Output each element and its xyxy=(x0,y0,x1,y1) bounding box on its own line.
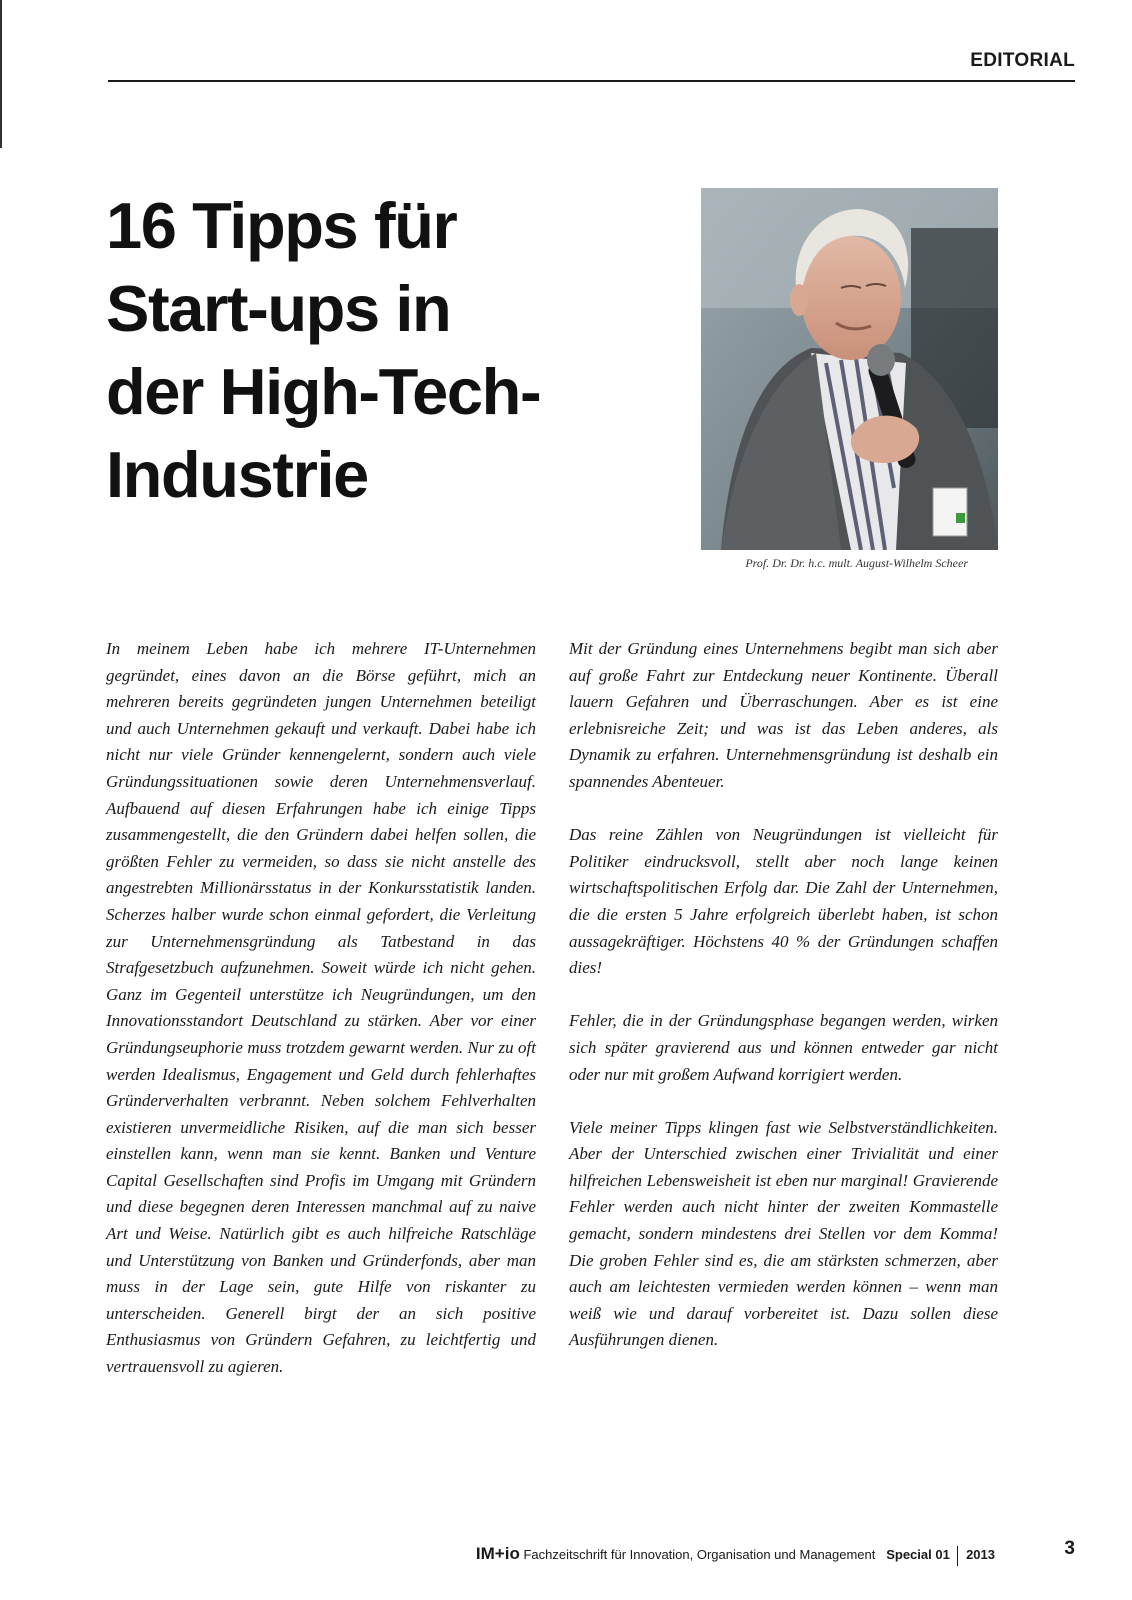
footer-separator xyxy=(957,1546,958,1566)
left-edge-mark xyxy=(0,0,2,148)
portrait-photo-icon xyxy=(701,188,998,550)
paragraph: In meinem Leben habe ich mehrere IT-Unternehmen gegründet, eines davon an die Börse geführt, mich an mehreren bereits gegründeten jungen Unternehmen beteiligt und auch Unternehmen gekauft und verkauft. Dabei habe ich nicht nur viele Gründer kennengelernt, sondern auch viele Gründungssituationen sowie deren Unternehmensverlauf. Aufbauend auf diesen Erfahrungen habe ich einige Tipps zusammengestellt, die den Gründern dabei helfen sollen, die größten Fehler zu vermeiden, so dass sie nicht anstelle des angestrebten Millionärsstatus in der Konkursstatistik landen. Scherzes halber wurde schon einmal gefordert, die Verleitung zur Unternehmensgründung als Tatbestand in das Strafgesetzbuch aufzunehmen. Soweit würde ich nicht gehen. Ganz im Gegenteil unterstütze ich Neugründungen, um den Innovationsstandort Deutschland zu stärken. Aber vor einer Gründungseuphorie muss trotzdem gewarnt werden. Nur zu oft werden Idealismus, Engagement und Geld durch fehlerhaftes Gründerverhalten verbrannt. Neben solchem Fehlverhalten existieren unvermeidliche Risiken, auf die man sich besser einstellen kann, wenn man sie kennt. Banken und Venture Capital Gesellschaften sind Profis im Umgang mit Gründern und diese begegnen deren Interessen manchmal auf zu naive Art und Weise. Natürlich gibt es auch hilfreiche Ratschläge und Unterstützung von Banken und Gründerfonds, aber man muss in der Lage sein, gute Hilfe von riskanter zu unterscheiden. Generell birgt der an sich positive Enthusiasmus von Gründern Gefahren, zu leichtfertig und vertrauensvoll zu agieren. xyxy=(106,639,536,1377)
portrait-photo xyxy=(701,188,998,550)
paragraph: Mit der Gründung eines Unternehmens begibt man sich aber auf große Fahrt zur Entdeckung neuer Kontinente. Überall lauern Gefahren und Überraschungen. Aber es ist eine erlebnisreiche Zeit; und was ist das Leben anderes, als Dynamik zu erfahren. Unternehmensgründung ist deshalb ein spannendes Abenteuer. xyxy=(569,639,998,791)
article-title xyxy=(106,184,666,516)
article-column-right xyxy=(569,636,998,1381)
magazine-brand: IM+io xyxy=(475,1544,520,1563)
article-column-left xyxy=(106,636,536,1407)
page-number: 3 xyxy=(1064,1538,1075,1559)
issue-label: Special 01 xyxy=(886,1547,950,1562)
title-line: Industrie xyxy=(106,438,368,511)
paragraph: Viele meiner Tipps klingen fast wie Selbstverständlichkeiten. Aber der Unterschied zwischen einer Trivialität und einer hilfreichen Lebensweisheit ist eben nur marginal! Gravierende Fehler werden auch nicht hinter der zweiten Kommastelle gemacht, sondern mindestens drei Stellen vor dem Komma! Die groben Fehler sind es, die am stärksten schmerzen, aber auch am leichtesten vermieden werden können – wenn man weiß wie und darauf vorbereitet ist. Dazu sollen diese Ausführungen dienen. xyxy=(569,1117,998,1350)
paragraph: Fehler, die in der Gründungsphase begangen werden, wirken sich später gravierend aus und können entweder gar nicht oder nur mit großem Aufwand korrigiert werden. xyxy=(569,1011,998,1084)
title-line: Start-ups in xyxy=(106,272,451,345)
paragraph: Das reine Zählen von Neugründungen ist vielleicht für Politiker eindrucksvoll, stellt aber noch lange keinen wirtschaftspolitischen Erfolg dar. Die Zahl der Unternehmen, die die ersten 5 Jahre erfolgreich überlebt haben, ist schon aussagekräftiger. Höchstens 40 % der Gründungen schaffen dies! xyxy=(569,825,998,978)
photo-caption: Prof. Dr. Dr. h.c. mult. August-Wilhelm Scheer xyxy=(745,556,968,570)
title-line: 16 Tipps für xyxy=(106,189,457,262)
issue-year: 2013 xyxy=(966,1547,995,1562)
header-rule xyxy=(108,80,1075,82)
title-line: der High-Tech- xyxy=(106,355,541,428)
magazine-subtitle: Fachzeitschrift für Innovation, Organisation und Management xyxy=(523,1547,876,1562)
section-label: EDITORIAL xyxy=(970,50,1075,71)
page-footer xyxy=(476,1544,995,1566)
